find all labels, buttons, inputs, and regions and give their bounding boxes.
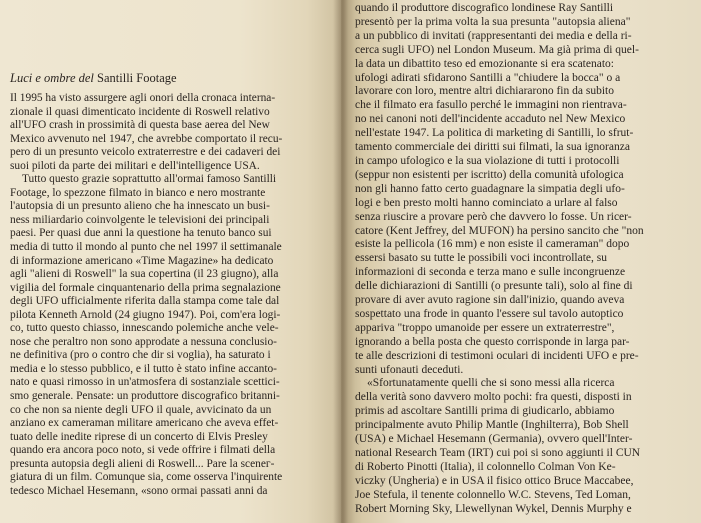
text-line: «Sfortunatamente quelli che si sono messi alla ricerca (367, 377, 615, 390)
text-line: presunta autopsia degli alieni di Roswell... Pare la scenег- (10, 457, 275, 470)
text-line: tedesco Michael Hesemann, «sono ormai passati anni da (10, 484, 268, 497)
text-line: Robert Morning Sky, Llewellynan Wykel, Dennis Murphy e (355, 502, 632, 515)
text-line: tuato delle inedite riprese di un concerto di Elvis Presley (10, 430, 268, 443)
text-line: in campo ufologico e la sua violazione di tutti i protocolli (355, 154, 620, 167)
paragraph (355, 377, 697, 516)
text-line: senza riuscire a provare però che davvero lo fosse. Un ricer- (355, 210, 632, 223)
text-line: sospettato una frode in quanto l'essere sul tavolo autoptico (355, 307, 624, 320)
text-line: l'autopsia di un presunto alieno che ha innescato un busi- (10, 200, 270, 213)
paragraph (355, 2, 697, 377)
text-line: (USA) e Michael Hesemann (Germania), ovvero quell'Inter- (355, 433, 633, 446)
text-line: vigilia del formale cinquantenario della prima segnalazione (10, 281, 281, 294)
text-line: a un pubblico di invitati (rappresentanti dei media e della ri- (355, 29, 632, 42)
text-line: national Research Team (IRT) cui poi si sono aggiunti il CUN (355, 447, 641, 459)
text-line: zionale il quasi dimenticato incidente di Roswell relativo (10, 105, 270, 118)
text-line: viczky (Ungheria) e in USA il fisico ottico Bruce Maccabee, (355, 474, 634, 487)
text-line: nato e quasi rimosso in un'atmosfera di sostanziale scettici- (10, 376, 280, 389)
text-line: essersi basato su tutte le possibili voci incontrollate, su (355, 252, 608, 265)
text-line: la data un dibattito teso ed emozionante si era scatenato: (355, 57, 614, 70)
text-line: di Roberto Pinotti (Italia), il colonnello Colman Von Ke- (355, 460, 616, 473)
text-line: pilota Kenneth Arnold (24 giugno 1947). Poi, com'era logi- (10, 308, 281, 321)
text-line: ufologi adirati sfidarono Santilli a "chiudere la bocca" o a (355, 71, 621, 84)
text-line: Il 1995 ha visto assurgere agli onori della cronaca interna- (10, 92, 276, 104)
text-line: ne definitiva (pro o contro che dir si voglia), ha saturato i (10, 349, 271, 362)
text-line: Footage, lo spezzone filmato in bianco e nero mostrante (10, 186, 266, 199)
text-line: logi e ben presto molti hanno cominciato a urlare al falso (355, 196, 618, 209)
left-page-body (10, 92, 335, 498)
text-line: sunti ufonauti deceduti. (355, 363, 464, 376)
paragraph (10, 173, 335, 498)
text-line: no nei canoni noti dell'incidente accaduto nel New Mexico (355, 113, 626, 126)
text-line: della verità sono davvero molto pochi: fra questi, disposti in (355, 391, 632, 404)
text-line: agli "alieni di Roswell" la sua copertina (il 23 giugno), alla (10, 268, 279, 281)
text-line: catore (Kent Jeffrey, del MUFON) ha persino sancito che "non (355, 224, 644, 237)
section-heading-roman: Santilli Footage (93, 71, 177, 85)
text-line: media e lo stesso pubblico, e il tutto è stato infine accanto- (10, 362, 277, 375)
text-line: esiste la pellicola (16 mm) e non esiste il cameraman" dopo (355, 238, 630, 251)
text-line: appariva "troppo umanoide per essere un extraterrestre", (355, 321, 615, 334)
section-heading (10, 70, 335, 86)
text-line: primis ad ascoltare Santilli prima di giudicarlo, abbiamo (355, 405, 615, 418)
text-line: degli UFO ufficialmente riferita dalla stampa come tale dal (10, 295, 280, 308)
right-page (341, 0, 701, 523)
text-line: all'UFO crash in prossimità di questa base aerea del New (10, 119, 270, 132)
text-line: lavorare con loro, mentre altri dichiararono fin da subito (355, 85, 614, 98)
text-line: suoi piloti da parte dei militari e dell'intelligence USA. (10, 159, 260, 172)
text-line: co che non sa niente degli UFO il quale, avvicinato da un (10, 403, 272, 416)
text-line: quando era ancora poco noto, si vede offrire i filmati della (10, 444, 276, 457)
text-line: Tutto questo grazie soprattutto all'ormai famoso Santilli (22, 173, 277, 186)
text-line: smo generale. Pensate: un produttore discografico britanni- (10, 390, 280, 403)
right-page-body (355, 2, 697, 517)
left-page (0, 0, 341, 523)
text-line: giatura di un film. Comunque sia, come osserva l'inquirente (10, 471, 283, 484)
text-line: te alle descrizioni di testimoni oculari di incidenti UFO e pre- (355, 349, 639, 362)
text-line: nell'estate 1947. La politica di marketing di Santilli, lo sfrut- (355, 127, 634, 140)
text-line: principalmente avuto Philip Mantle (Inghilterra), Bob Shell (355, 419, 629, 432)
text-line: (seppur non esistenti per iscritto) della comunità ufologica (355, 168, 624, 181)
text-line: ness miliardario coinvolgente le televisioni dei principali (10, 213, 270, 226)
text-line: quando il produttore discografico londinese Ray Santilli (355, 2, 614, 14)
text-line: media di tutto il mondo al punto che nel 1997 il settimanale (10, 241, 282, 254)
section-heading-italic: Luci e ombre del (10, 71, 94, 85)
text-line: co, tutto questo chiasso, innescando polemiche anche vele- (10, 322, 279, 335)
text-line: Mexico avvenuto nel 1947, che avrebbe comportato il recu- (10, 132, 283, 145)
text-line: provare di aver avuto ragione sin dall'inizio, quando aveva (355, 294, 625, 307)
text-line: delle dichiarazioni di Santilli (o presunte tali), solo al fine di (355, 280, 633, 293)
text-line: anziano ex cameraman militare americano che aveva effet- (10, 417, 279, 430)
paragraph (10, 92, 335, 173)
text-line: presentò per la prima volta la sua presunta "autopsia aliena" (355, 15, 631, 28)
text-line: che il filmato era fasullo perché le immagini non rientrava- (355, 99, 627, 112)
text-line: tamento commerciale dei diritti sui filmati, la sua ignoranza (355, 141, 630, 154)
text-line: informazioni di seconda e terza mano e sulle incongruenze (355, 266, 626, 279)
text-line: pero di un presunto veicolo extraterrestre e dei cadaveri dei (10, 146, 281, 159)
text-line: Joe Stefula, il tenente colonnello W.C. Stevens, Ted Loman, (355, 488, 631, 501)
text-line: non gli hanno fatto certo guadagnare la simpatia degli ufo- (355, 182, 625, 195)
text-line: cerca sugli UFO) nel London Museum. Ma già prima di quel- (355, 43, 639, 56)
text-line: di informazione americano «Time Magazine» ha dedicato (10, 254, 274, 267)
text-line: nose che peraltro non sono approdate a nessuna conclusio- (10, 335, 277, 348)
text-line: ignorando a bella posta che questo corrisponde in larga par- (355, 335, 630, 348)
text-line: paesi. Per quasi due anni la questione ha tenuto banco sui (10, 227, 272, 240)
